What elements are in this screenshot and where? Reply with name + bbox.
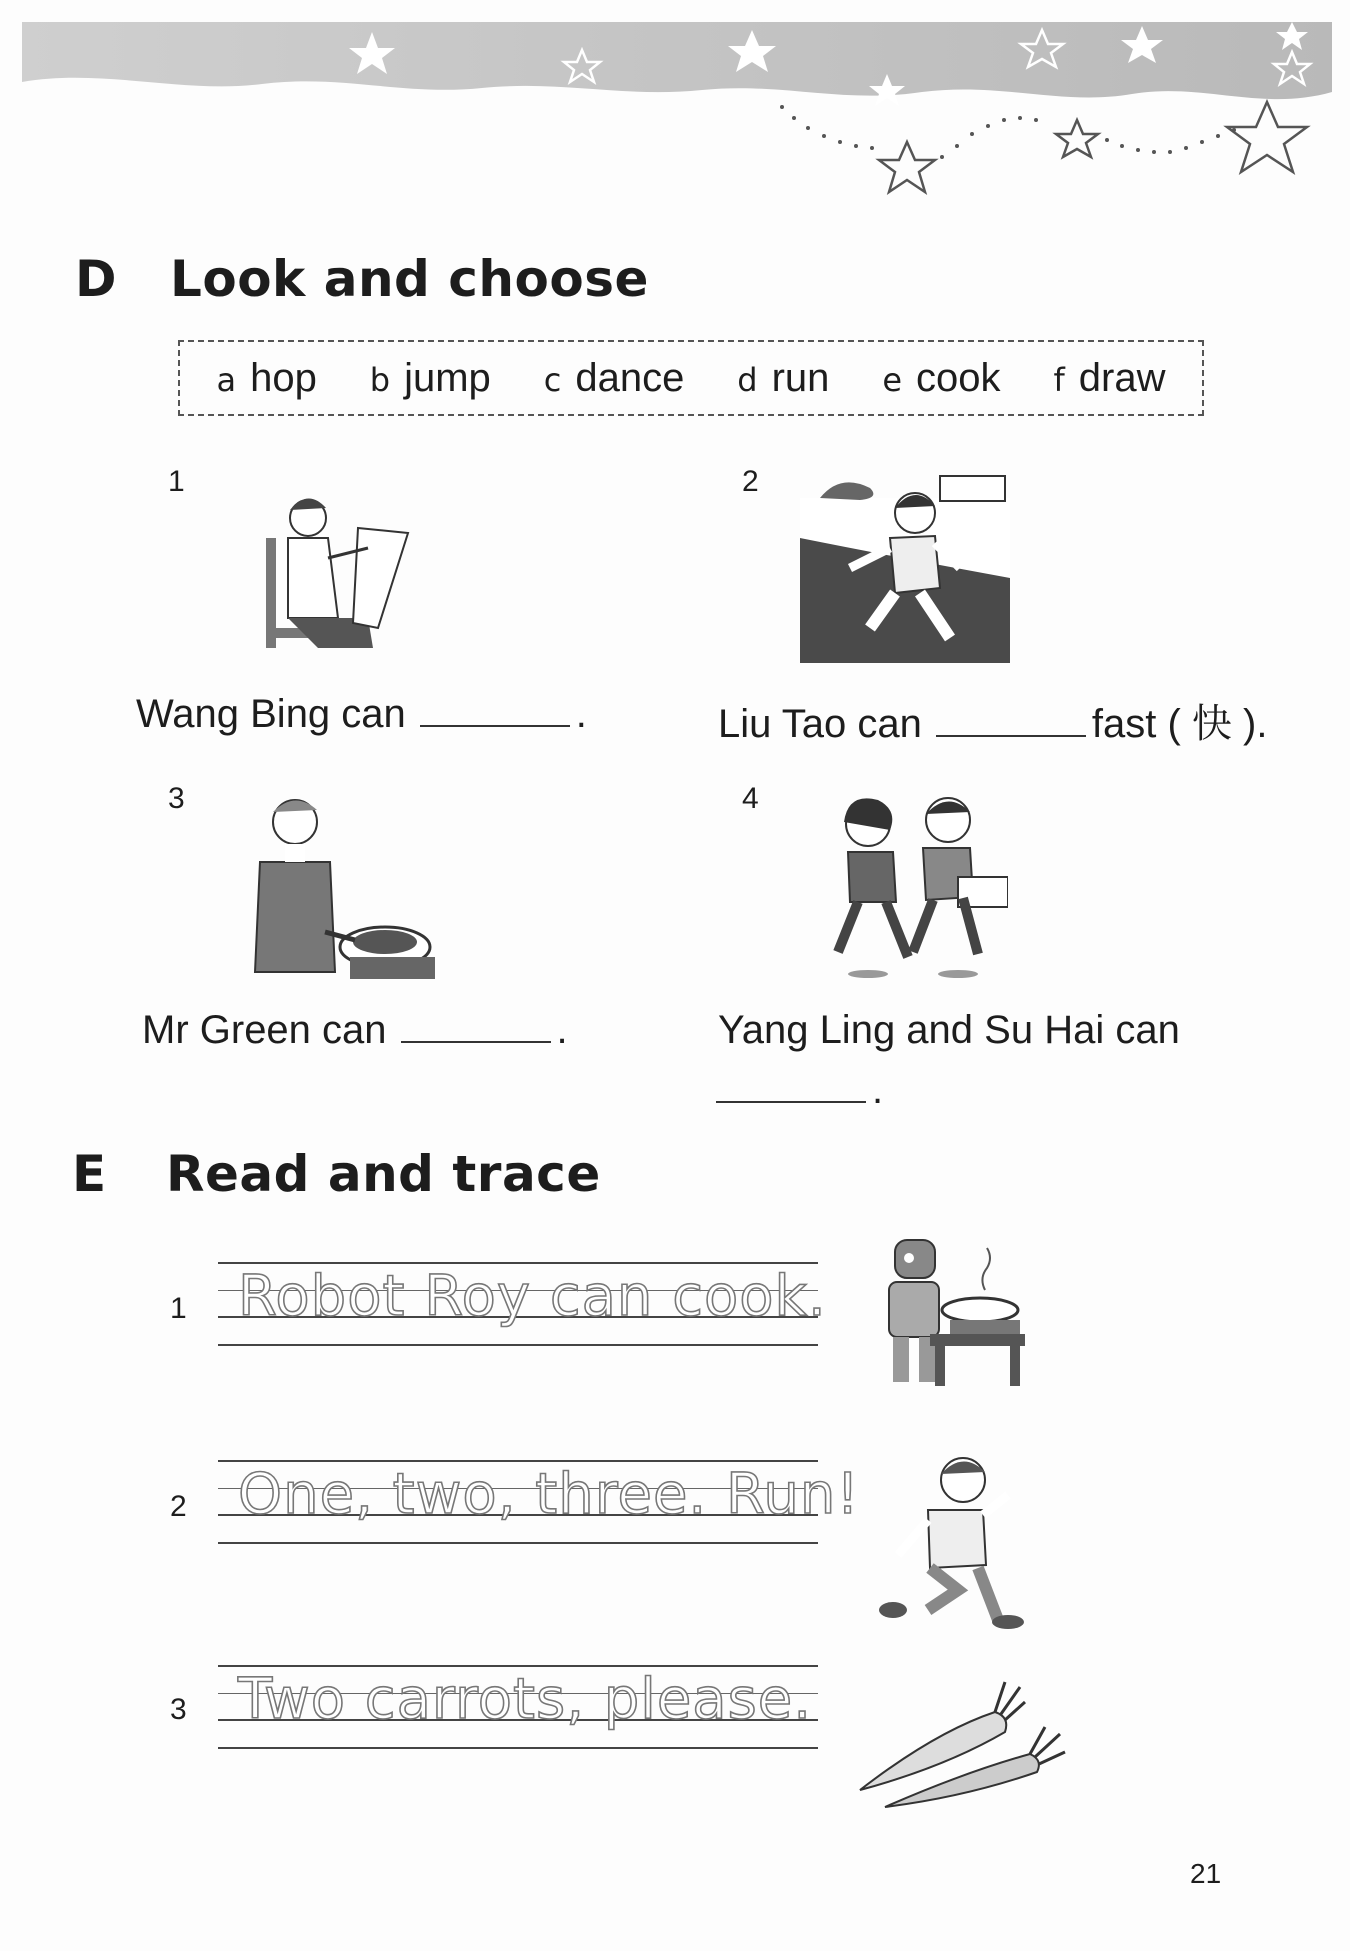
sentence-1: Wang Bing can . <box>136 692 587 736</box>
sentence-3: Mr Green can . <box>142 1008 568 1052</box>
word-option-c: c dance <box>543 355 685 400</box>
sentence-4-blank: . <box>716 1068 883 1113</box>
running-boy-icon <box>800 468 1010 663</box>
cooking-robot-icon <box>875 1230 1025 1390</box>
section-d-title: Look and choose <box>170 250 649 308</box>
item-number: 1 <box>170 1292 187 1325</box>
page-number: 21 <box>1190 1858 1222 1889</box>
item-number: 2 <box>170 1490 187 1523</box>
running-girls-icon <box>808 782 1008 982</box>
item-number: 3 <box>170 1693 187 1726</box>
item-number: 4 <box>742 782 759 815</box>
trace-text: Robot Roy can cook. <box>238 1264 827 1329</box>
word-option-b: b jump <box>369 355 491 400</box>
cooking-man-icon <box>245 782 440 982</box>
trace-text: One, two, three. Run! <box>238 1462 860 1527</box>
word-option-e: e cook <box>882 355 1001 400</box>
item-number: 2 <box>742 465 759 498</box>
word-choice-box <box>178 340 1204 416</box>
drawing-boy-icon <box>258 478 418 658</box>
section-e-letter: E <box>72 1145 107 1203</box>
running-boy-icon <box>868 1440 1038 1630</box>
answer-blank[interactable] <box>716 1097 866 1103</box>
section-d-letter: D <box>75 250 117 308</box>
sentence-2: Liu Tao can fast ( 快 ). <box>718 702 1268 746</box>
answer-blank[interactable] <box>420 721 570 727</box>
trace-text: Two carrots, please. <box>238 1667 813 1732</box>
item-number: 3 <box>168 782 185 815</box>
word-option-d: d run <box>737 355 830 400</box>
sentence-4: Yang Ling and Su Hai can <box>718 1008 1180 1052</box>
carrots-icon <box>855 1672 1070 1812</box>
section-e-title: Read and trace <box>166 1145 601 1203</box>
answer-blank[interactable] <box>936 731 1086 737</box>
word-option-a: a hop <box>216 355 317 400</box>
answer-blank[interactable] <box>401 1037 551 1043</box>
item-number: 1 <box>168 465 185 498</box>
trace-line-2[interactable] <box>218 1460 860 1550</box>
header-banner <box>22 22 1332 222</box>
trace-line-3[interactable] <box>218 1665 818 1755</box>
trace-line-1[interactable] <box>218 1262 827 1352</box>
word-option-f: f draw <box>1053 355 1166 400</box>
